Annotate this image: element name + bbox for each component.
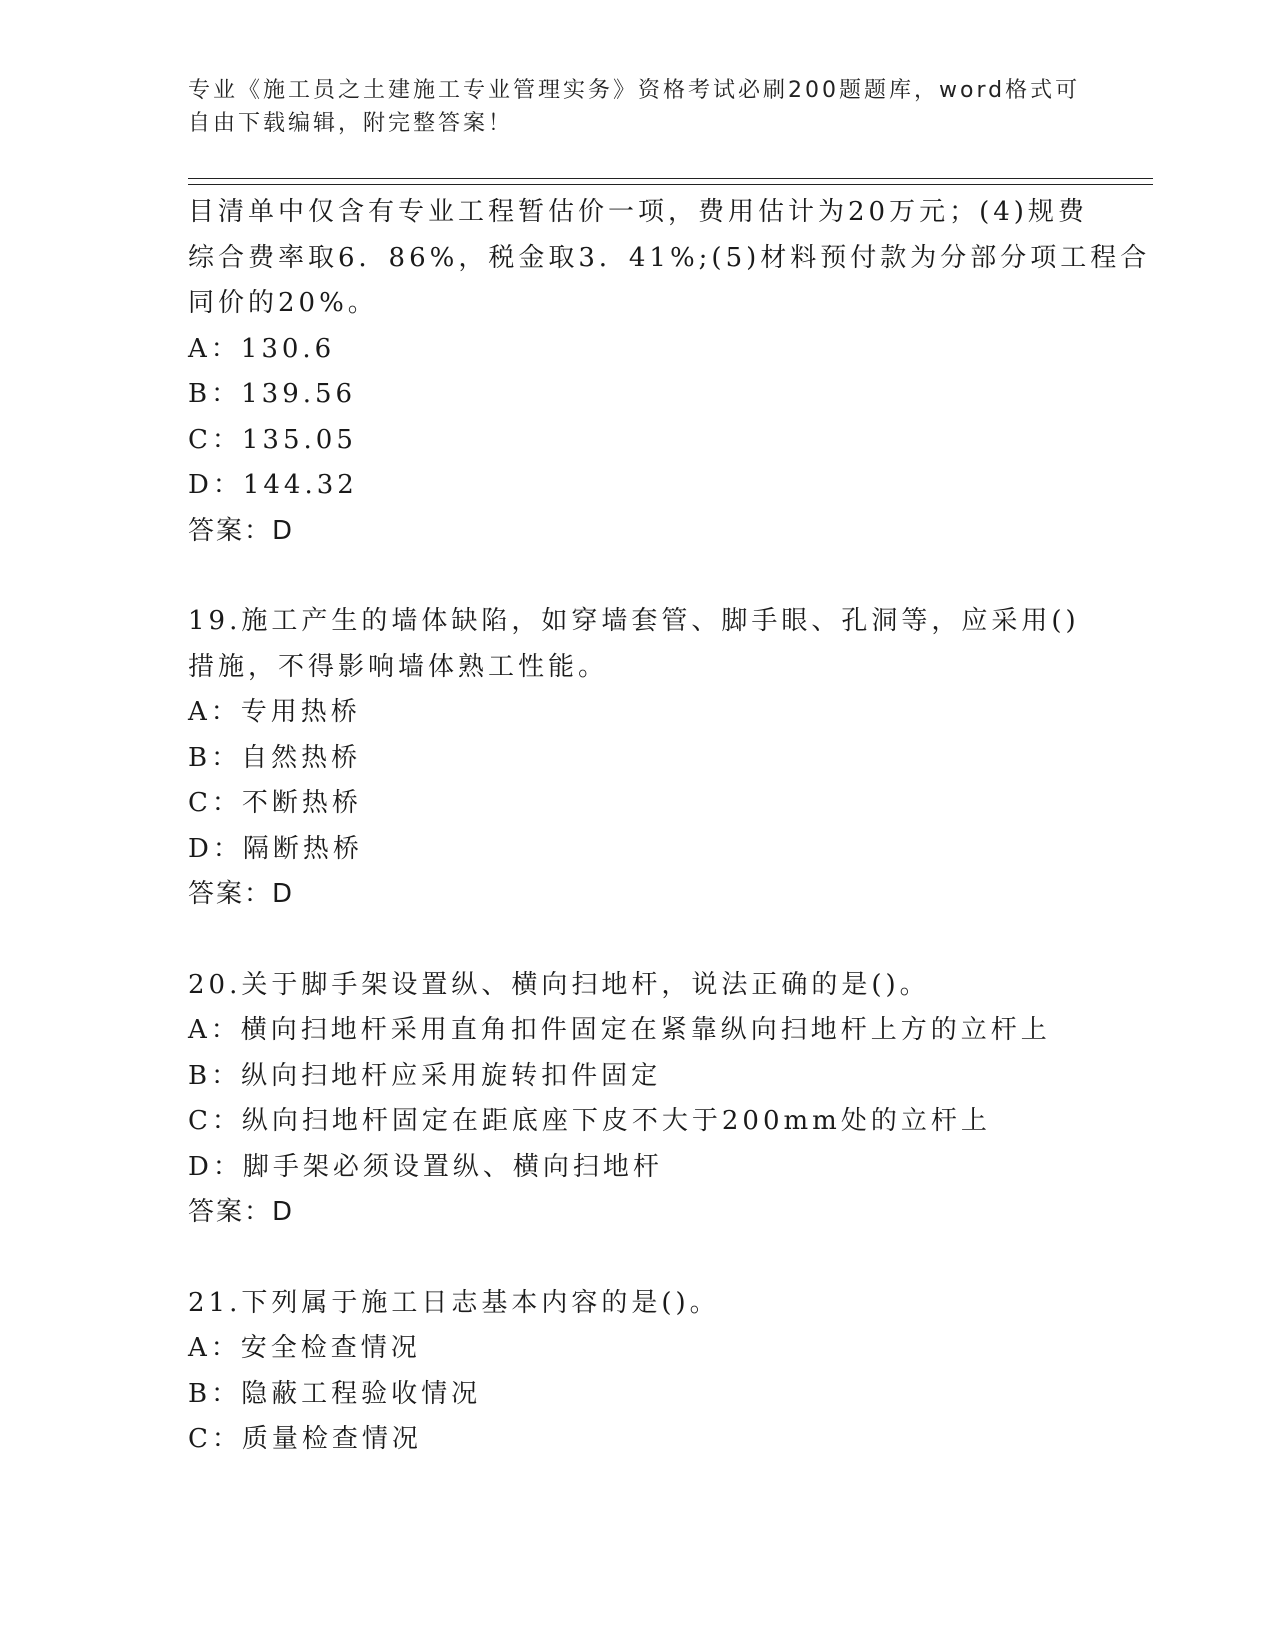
option-b: B：自然热桥 [188,742,362,773]
question-text-line: 措施，不得影响墙体熟工性能。 [188,651,609,682]
question-text-line: 同价的20%。 [188,288,378,318]
header-line-1: 专业《施工员之土建施工专业管理实务》资格考试必刷200题题库，word格式可 [188,78,1081,103]
header-divider-bottom [188,184,1153,185]
option-c: C：不断热桥 [188,788,362,818]
option-a: A：专用热桥 [188,697,361,727]
question-text-line: 20.关于脚手架设置纵、横向扫地杆，说法正确的是()。 [188,969,930,1000]
option-b: B：隐蔽工程验收情况 [188,1378,482,1409]
option-a: A：安全检查情况 [188,1333,421,1363]
question-20 [188,963,1088,1236]
question-content [188,190,1151,1463]
option-d: D：隔断热桥 [188,833,363,864]
answer-label: 答案：D [188,515,295,546]
option-c: C：纵向扫地杆固定在距底座下皮不大于200mm处的立杆上 [188,1106,991,1136]
spacer [188,918,1088,963]
answer-label: 答案：D [188,1197,295,1227]
option-a: A：130.6 [188,333,336,364]
option-b: B：139.56 [188,379,357,409]
option-c: C：135.05 [188,424,357,455]
question-text-line: 21.下列属于施工日志基本内容的是()。 [188,1287,720,1318]
option-b: B：纵向扫地杆应采用旋转扣件固定 [188,1060,662,1091]
spacer [188,554,1088,599]
option-c: C：质量检查情况 [188,1424,422,1454]
question-text-line: 19.施工产生的墙体缺陷，如穿墙套管、脚手眼、孔洞等，应采用() [188,606,1080,636]
answer-label: 答案：D [188,879,295,909]
spacer [188,1236,1088,1281]
header-divider-top [188,178,1153,179]
question-21 [188,1281,1088,1463]
header-line-2: 自由下载编辑，附完整答案！ [188,111,514,136]
option-d: D：脚手架必须设置纵、横向扫地杆 [188,1151,663,1182]
option-a: A：横向扫地杆采用直角扣件固定在紧靠纵向扫地杆上方的立杆上 [188,1015,1051,1045]
question-18-continuation [188,190,1151,554]
question-text-line: 目清单中仅含有专业工程暂估价一项，费用估计为20万元；(4)规费 [188,197,1088,227]
option-d: D：144.32 [188,470,358,500]
question-19 [188,599,1088,918]
question-text-line: 综合费率取6．86%，税金取3．41%;(5)材料预付款为分部分项工程合 [188,242,1151,273]
document-header [188,74,1088,140]
